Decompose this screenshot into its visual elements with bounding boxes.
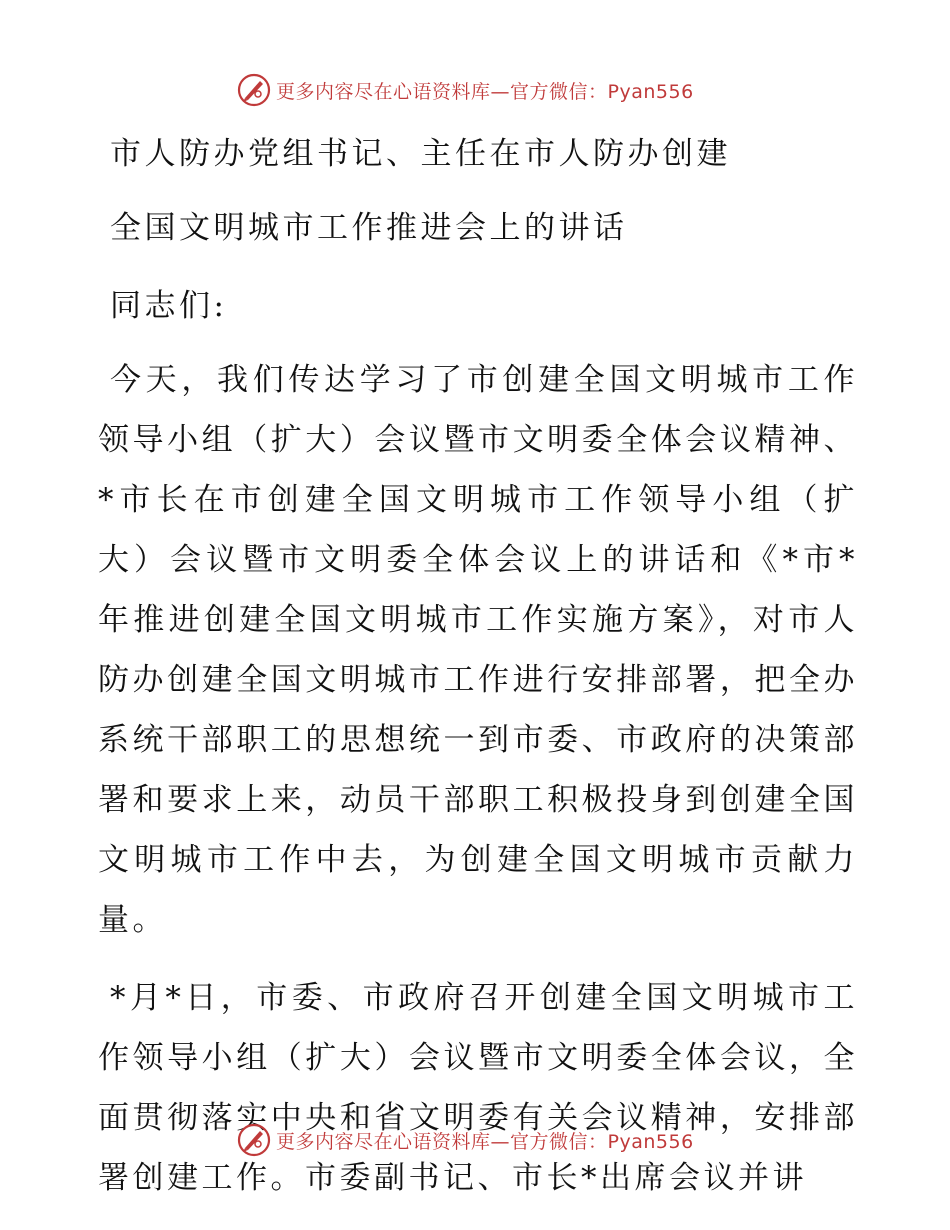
paragraph-2: *月*日，市委、市政府召开创建全国文明城市工作领导小组（扩大）会议暨市文明委全体会议，全面贯彻落实中央和省文明委有关会议精神，安排部署创建工作。市委副书记、市长*出席会议并讲: [98, 980, 858, 1196]
title-line-1: 市人防办党组书记、主任在市人防办创建: [110, 136, 731, 172]
document-body: [98, 124, 858, 1208]
banner-wechat: 官方微信：Pyan556: [510, 1130, 694, 1153]
banner-separator: —: [490, 80, 511, 103]
banner-wechat: 官方微信：Pyan556: [510, 80, 694, 103]
quill-logo-icon: [236, 72, 272, 108]
header-banner-text: [276, 77, 694, 104]
greeting: 同志们:: [110, 288, 228, 324]
banner-site-name: 更多内容尽在心语资料库: [276, 80, 491, 103]
footer-banner: [236, 1122, 694, 1158]
paragraph-1: 今天，我们传达学习了市创建全国文明城市工作领导小组（扩大）会议暨市文明委全体会议精神、*市长在市创建全国文明城市工作领导小组（扩大）会议暨市文明委全体会议上的讲话和《*市*年推进创建全国文明城市工作实施方案》，对市人防办创建全国文明城市工作进行安排部署，把全办系统干部职工的思想统一到市委、市政府的决策部署和要求上来，动员干部职工积极投身到创建全国文明城市工作中去，为创建全国文明城市贡献力量。: [98, 362, 858, 938]
quill-logo-icon: [236, 1122, 272, 1158]
banner-site-name: 更多内容尽在心语资料库: [276, 1130, 491, 1153]
title-line-2: 全国文明城市工作推进会上的讲话: [110, 210, 628, 246]
header-banner: [236, 72, 694, 108]
banner-separator: —: [490, 1130, 511, 1153]
footer-banner-text: [276, 1127, 694, 1154]
